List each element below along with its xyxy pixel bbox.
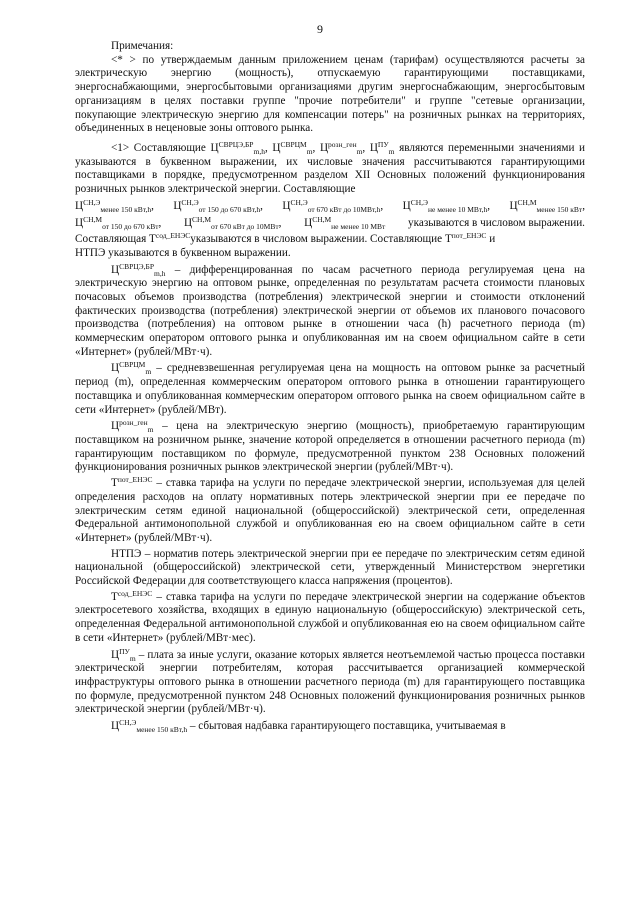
symbol-t-sod: $Т^{сод\_ЕНЭС}$ [149,231,191,246]
page-number: 9 [317,22,323,36]
symbol-cm-ge10: $Ц^{СН,М}_{не менее 10 МВт}$ [304,215,386,232]
page-content [75,40,585,734]
definition-last: $Ц^{СН,Э}_{менее 150 кВт,h}$ – сбытовая надбавка гарантирующего поставщика, учитываемая в [111,718,506,735]
notes-title: Примечания: [111,40,174,52]
symbol-ch-lt150h-def: $Ц^{СН,Э}_{менее 150 кВт,h}$ [111,718,188,735]
symbol-svrcm-def: $Ц^{СВРЦМ}_m$ [111,360,152,377]
symbol-svrcebr-def: $Ц^{СВРЦЭ,БР}_{m,h}$ [111,261,166,278]
components-row-2 [75,217,585,231]
components-row-1 [75,197,585,214]
symbol-svrcm: $Ц^{СВРЦМ}_m$ [272,139,313,156]
symbol-cm-lt150: $Ц^{СН,М}_{менее 150 кВт}$, [509,197,585,214]
definition-pot: $Т^{пот\_ЕНЭС}$ – ставка тарифа на услуги по передаче электрической энергии, используемая для целей определения расходов на оплату нормативных потерь электрической энергии при ее передаче по электрическим сетям единой национальной (общероссийской) электрической сети, определенная Федеральной антимонопольной службой и опубликованная ею на своем официальном сайте в сети «Интернет» (рублей/МВт·ч). [75,475,586,544]
symbol-t-pot-def: $Т^{пот\_ЕНЭС}$ [111,475,153,490]
definition-ntpe: НТПЭ – норматив потерь электрической энергии при ее передаче по электрическим сетям единой национальной (общероссийской) электрической сети, утвержденный Министерством энергетики Российской Федерации для соответствующего класса напряжения (процентов). [75,547,585,588]
symbol-t-pot: $Т^{пот\_ЕНЭС}$ [444,231,487,246]
symbol-cm-670-10: $Ц^{СН,М}_{от 670 кВт до 10МВт}$, [183,215,282,232]
components-numeric-tail: указываются в числовом выражении. [408,217,585,230]
symbol-ch-150-670h: $Ц^{СН,Э}_{от 150 до 670 кВт,h}$, [173,197,263,214]
note-paragraph-2: <1> Составляющие $Ц^{СВРЦЭ,БР}_{m,h}$, $Ц^{СВРЦМ}_m$, $Ц^{розн\_ген}_m$, $Ц^{ПУ}_m$ являются переменными значениями и указываются в буквенном выражении, их числовые значения рассчитываются гарантирующими поставщиками в порядке, предусмотренном разделом XII Основных положений функционирования розничных рынков электрической энергии. Составляющие [75,139,586,196]
symbol-ch-670-10h: $Ц^{СН,Э}_{от 670 кВт до 10МВт,h}$, [282,197,384,214]
symbol-rozn: $Ц^{розн\_ген}_m$ [319,139,363,156]
symbol-pu: $Ц^{ПУ}_m$ [369,139,395,156]
definition-pu: $Ц^{ПУ}_m$ – плата за иные услуги, оказание которых является неотъемлемой частью процесса поставки электрической энергии потребителям, которая рассчитывается организацией коммерческой инфраструктуры оптового рынка в отношении расчетного периода (m) для гарантирующего поставщика по формуле, предусмотренной пунктом 248 Основных положений функционирования розничных рынков электрической энергии (рублей/МВт·ч). [75,646,585,716]
symbol-t-sod-def: $Т^{сод\_ЕНЭС}$ [111,588,153,603]
components-sentence-3: Составляющая $Т^{сод\_ЕНЭС}указываются$ в числовом выражении. Составляющие $Т^{пот\_ЕНЭС}$ и [75,231,496,246]
definition-svrcebr: $Ц^{СВРЦЭ,БР}_{m,h}$ – дифференцированная по часам расчетного периода регулируемая цена на электрическую энергию на оптовом рынке, определенная по результатам расчета стоимости плановых почасовых объемов производства (потребления) электрической энергии и стоимости отклонений фактических производства (потребления) электрической энергии от объемов их планового почасового производства (потребления) на оптовом рынке в отношении часа (h) расчетного периода (m) коммерческим оператором оптового рынка и опубликованная им на своем официальном сайте в сети «Интернет» (рублей/МВт·ч). [75,261,586,358]
symbol-svrcebr: $Ц^{СВРЦЭ,БР}_{m,h}$ [210,139,265,156]
symbol-ch-lt150h: $Ц^{СН,Э}_{менее 150 кВт,h}$, [75,197,154,214]
definition-rozn: $Ц^{розн\_ген}_m$ – цена на электрическую энергию (мощность), приобретаемую гарантирующим поставщиком на розничном рынке, значение которой определяется в отношении расчетного периода (m) гарантирующим поставщиком по формуле, предусмотренной пунктом 238 Основных положений функционирования розничных рынков электрической энергии (рублей/МВт·ч). [75,418,585,474]
definition-sod: $Т^{сод\_ЕНЭС}$ – ставка тарифа на услуги по передаче электрической энергии на содержание объектов электросетевого хозяйства, входящих в единую национальную (общероссийскую) электрической сеть, определенная Федеральной антимонопольной службой и опубликованная ею на своем официальном сайте в сети «Интернет» (рублей/МВт·мес). [75,588,585,644]
note-paragraph-1: <* > по утверждаемым данным приложением ценам (тарифам) осуществляются расчеты за электрическую энергию (мощность), отпускаемую гарантирующими поставщиками, энергоснабжающими, энергосбытовыми организациями другим энергоснабжающим, энергосбытовым организациям в целях поставки группе "прочие потребители" и группе "сетевые организации, покупающие электрическую энергию для компенсации потерь" на розничных рынках на территориях, объединенных в неценовые зоны оптового рынка. [75,53,585,135]
symbol-rozn-def: $Ц^{розн\_ген}_m$ [111,418,154,435]
symbol-ch-ge10h: $Ц^{СН,Э}_{не менее 10 МВт,h}$, [402,197,491,214]
components-tail: являются переменными значениями и указываются в буквенном выражении, их числовые значения рассчитываются гарантирующими поставщиками в порядке, предусмотренном разделом XII Основных положений функционирования розничных рынков электрической энергии. Составляющие [75,141,586,196]
definition-svrcm: $Ц^{СВРЦМ}_m$ – средневзвешенная регулируемая цена на мощность на оптовом рынке за расчетный период (m), определенная коммерческим оператором оптового рынка в отношении гарантирующего поставщика и опубликованная коммерческим оператором оптового рынка на своем официальном сайте в сети «Интернет» (рублей/МВт). [75,360,585,416]
components-lead: <1> Составляющие [111,141,206,154]
symbol-pu-def: $Ц^{ПУ}_m$ [111,646,136,663]
components-sentence-4: НТПЭ указываются в буквенном выражении. [75,246,291,259]
symbol-cm-150-670: $Ц^{СН,М}_{от 150 до 670 кВт}$, [75,215,162,232]
